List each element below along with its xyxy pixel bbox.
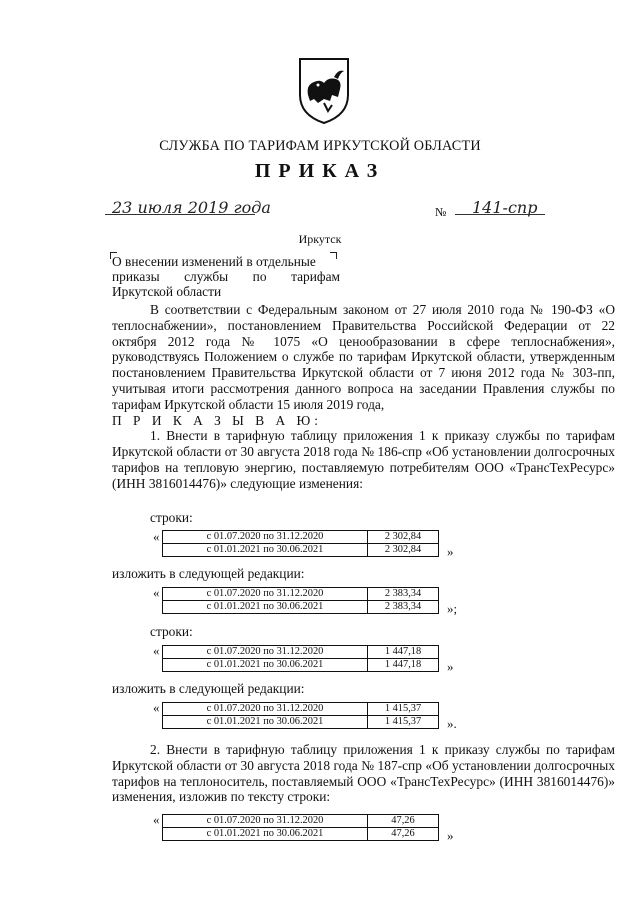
item-1-paragraph: 1. Внести в тарифную таблицу приложения 1 к приказу службы по тарифам Иркутской области от 30 августа 2018 года № 186-спр «Об установлении долгосрочных тарифов на тепловую энергию, поставляемую потребителям ООО «ТрансТехРесурс» (ИНН 3816014476)» следующие изменения: [112,428,615,491]
rows-label: строки: [150,624,193,639]
table-row [163,815,439,828]
item-2-block [112,742,615,805]
table-row [163,703,439,716]
value-cell: 2 383,34 [368,601,439,614]
tariff-table-4 [162,702,439,729]
period-cell: с 01.07.2020 по 31.12.2020 [163,531,368,544]
number-underline [455,214,545,215]
period-cell: с 01.01.2021 по 30.06.2021 [163,544,368,557]
quote-close: ». [447,716,457,731]
table-row [163,646,439,659]
irkutsk-coat-of-arms-icon [294,55,354,125]
rows-label: строки: [150,510,193,525]
tariff-table-3 [162,645,439,672]
city-name: Иркутск [298,232,342,246]
replace-label: изложить в следующей редакции: [112,566,305,581]
period-cell: с 01.01.2021 по 30.06.2021 [163,716,368,729]
quote-open: « [153,585,160,600]
tariff-table-5 [162,814,439,841]
period-cell: с 01.07.2020 по 31.12.2020 [163,646,368,659]
quote-close: » [447,544,454,559]
handwritten-date: 23 июля 2019 года [112,198,271,217]
subject-line: приказы службы по тарифам [112,269,340,284]
table-row [163,716,439,729]
value-cell: 2 302,84 [368,531,439,544]
value-cell: 1 415,37 [368,716,439,729]
table-row [163,828,439,841]
value-cell: 47,26 [368,828,439,841]
quote-close: »; [447,601,458,616]
period-cell: с 01.01.2021 по 30.06.2021 [163,828,368,841]
preamble-block [112,302,615,492]
item-2-paragraph: 2. Внести в тарифную таблицу приложения 1 к приказу службы по тарифам Иркутской области от 30 августа 2018 года № 187-спр «Об установлении долгосрочных тарифов на теплоноситель, поставляемый ООО «ТрансТехРесурс» (ИНН 3816014476)» изменения, изложив по тексту строки: [112,742,615,805]
document-type-title: ПРИКАЗ [254,160,386,182]
replace-label: изложить в следующей редакции: [112,681,305,696]
value-cell: 2 302,84 [368,544,439,557]
value-cell: 1 415,37 [368,703,439,716]
quote-close: » [447,659,454,674]
date-underline [105,214,255,215]
period-cell: с 01.07.2020 по 31.12.2020 [163,815,368,828]
quote-open: « [153,643,160,658]
handwritten-number: 141-спр [472,198,538,217]
quote-close: » [447,828,454,843]
period-cell: с 01.01.2021 по 30.06.2021 [163,659,368,672]
order-word: П Р И К А З Ы В А Ю: [112,412,322,428]
organization-name: СЛУЖБА ПО ТАРИФАМ ИРКУТСКОЙ ОБЛАСТИ [159,138,481,154]
value-cell: 2 383,34 [368,588,439,601]
tariff-table-2 [162,587,439,614]
subject-line: О внесении изменений в отдельные [112,254,316,269]
subject-line: Иркутской области [112,284,222,299]
table-row [163,544,439,557]
table-row [163,601,439,614]
number-sign: № [435,205,447,219]
preamble-paragraph: В соответствии с Федеральным законом от 27 июля 2010 года № 190-ФЗ «О теплоснабжении», постановлением Правительства Российской Федерации от 22 октября 2012 года № 1075 «О ценообразовании в сфере теплоснабжения», руководствуясь Положением о службе по тарифам Иркутской области, утвержденным постановлением Правительства Иркутской области от 7 июня 2012 года № 303-пп, учитывая итоги рассмотрения данного вопроса на заседании Правления службы по тарифам Иркутской области 15 июля 2019 года, [112,302,615,412]
quote-open: « [153,700,160,715]
quote-open: « [153,529,160,544]
value-cell: 1 447,18 [368,646,439,659]
period-cell: с 01.07.2020 по 31.12.2020 [163,588,368,601]
tariff-table-1 [162,530,439,557]
table-row [163,659,439,672]
table-row [163,531,439,544]
value-cell: 47,26 [368,815,439,828]
period-cell: с 01.01.2021 по 30.06.2021 [163,601,368,614]
subject-block [112,254,340,299]
value-cell: 1 447,18 [368,659,439,672]
period-cell: с 01.07.2020 по 31.12.2020 [163,703,368,716]
quote-open: « [153,812,160,827]
table-row [163,588,439,601]
